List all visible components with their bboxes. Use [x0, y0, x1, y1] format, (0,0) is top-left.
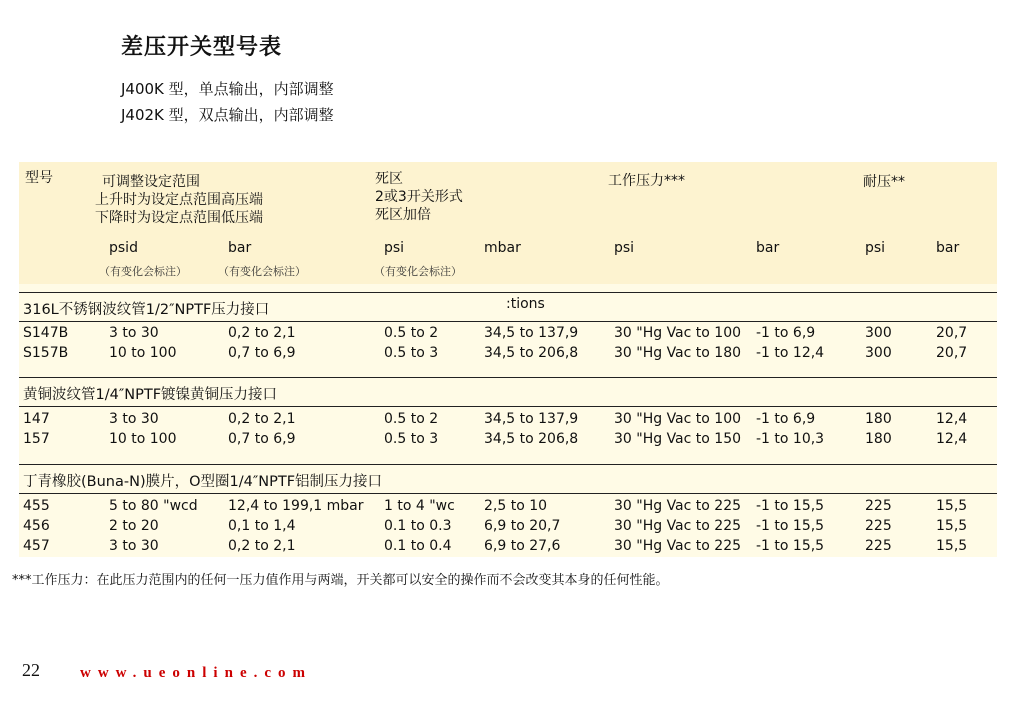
cell-range-psid: 3 to 30 [109, 411, 159, 427]
cell-working-bar: -1 to 15,5 [756, 538, 825, 554]
cell-deadband-mbar: 2,5 to 10 [484, 498, 548, 514]
cell-model: 157 [23, 431, 50, 447]
unit-bar: bar [228, 240, 252, 256]
page-number: 22 [22, 660, 40, 680]
cell-proof-psi: 180 [865, 411, 892, 427]
unit-mbar: mbar [484, 240, 521, 256]
cell-range-bar: 0,1 to 1,4 [228, 518, 296, 534]
divider [19, 464, 997, 465]
table-header [19, 162, 997, 284]
cell-working-bar: -1 to 10,3 [756, 431, 825, 447]
cell-range-bar: 0,7 to 6,9 [228, 431, 296, 447]
cell-working-psi: 30 "Hg Vac to 100 [614, 325, 742, 341]
cell-model: 456 [23, 518, 50, 534]
cell-working-bar: -1 to 15,5 [756, 498, 825, 514]
section-title: 316L不锈钢波纹管1/2″NPTF压力接口 [23, 302, 270, 318]
section-title: 黄铜波纹管1/4″NPTF镀镍黄铜压力接口 [23, 387, 278, 403]
header-model: 型号 [25, 170, 53, 186]
cell-proof-bar: 15,5 [936, 538, 968, 554]
cell-proof-bar: 20,7 [936, 325, 968, 341]
cell-proof-psi: 300 [865, 325, 892, 341]
cell-deadband-mbar: 34,5 to 137,9 [484, 325, 579, 341]
cell-proof-bar: 20,7 [936, 345, 968, 361]
cell-deadband-psi: 0.1 to 0.4 [384, 538, 452, 554]
cell-proof-psi: 180 [865, 431, 892, 447]
cell-range-psid: 5 to 80 "wcd [109, 498, 198, 514]
cell-working-psi: 30 "Hg Vac to 225 [614, 498, 742, 514]
unit-working-psi: psi [614, 240, 635, 256]
cell-proof-bar: 15,5 [936, 518, 968, 534]
cell-deadband-mbar: 6,9 to 20,7 [484, 518, 561, 534]
cell-working-bar: -1 to 6,9 [756, 325, 816, 341]
header-range-line-3: 下降时为设定点范围低压端 [95, 210, 263, 226]
section-stray-text: :tions [506, 296, 545, 312]
section-title: 丁青橡胶(Buna-N)膜片，O型圈1/4″NPTF铝制压力接口 [23, 474, 383, 490]
cell-working-bar: -1 to 15,5 [756, 518, 825, 534]
cell-deadband-mbar: 34,5 to 137,9 [484, 411, 579, 427]
subtitle-j400k: J400K 型，单点输出，内部调整 [121, 80, 334, 98]
divider [19, 377, 997, 378]
unit-working-bar: bar [756, 240, 780, 256]
divider [19, 321, 997, 322]
unit-note: （有变化会标注） [374, 265, 462, 278]
cell-model: S147B [23, 325, 69, 341]
cell-proof-psi: 300 [865, 345, 892, 361]
cell-deadband-mbar: 34,5 to 206,8 [484, 345, 579, 361]
cell-proof-psi: 225 [865, 538, 892, 554]
cell-range-psid: 3 to 30 [109, 538, 159, 554]
header-deadband-line-3: 死区加倍 [375, 207, 431, 223]
divider [19, 292, 997, 293]
cell-working-bar: -1 to 6,9 [756, 411, 816, 427]
unit-proof-psi: psi [865, 240, 886, 256]
cell-model: S157B [23, 345, 69, 361]
header-deadband-line-1: 死区 [375, 171, 403, 187]
cell-working-psi: 30 "Hg Vac to 225 [614, 518, 742, 534]
cell-deadband-psi: 0.5 to 2 [384, 411, 439, 427]
cell-deadband-psi: 0.5 to 3 [384, 345, 439, 361]
header-range-line-2: 上升时为设定点范围高压端 [95, 192, 263, 208]
cell-working-bar: -1 to 12,4 [756, 345, 825, 361]
header-range-line-1: 可调整设定范围 [102, 174, 200, 190]
cell-range-bar: 0,2 to 2,1 [228, 538, 296, 554]
cell-proof-psi: 225 [865, 498, 892, 514]
cell-deadband-mbar: 6,9 to 27,6 [484, 538, 561, 554]
cell-range-bar: 12,4 to 199,1 mbar [228, 498, 364, 514]
divider [19, 406, 997, 407]
cell-deadband-psi: 1 to 4 "wc [384, 498, 455, 514]
header-deadband-line-2: 2或3开关形式 [375, 189, 463, 205]
cell-deadband-psi: 0.1 to 0.3 [384, 518, 452, 534]
cell-range-psid: 3 to 30 [109, 325, 159, 341]
page-title: 差压开关型号表 [121, 35, 283, 60]
unit-proof-bar: bar [936, 240, 960, 256]
footnote: ***工作压力：在此压力范围内的任何一压力值作用与两端，开关都可以安全的操作而不会改变其本身的任何性能。 [12, 573, 669, 588]
cell-proof-bar: 15,5 [936, 498, 968, 514]
cell-working-psi: 30 "Hg Vac to 100 [614, 411, 742, 427]
cell-range-psid: 10 to 100 [109, 345, 177, 361]
cell-model: 455 [23, 498, 50, 514]
cell-range-psid: 2 to 20 [109, 518, 159, 534]
cell-proof-bar: 12,4 [936, 431, 968, 447]
cell-proof-bar: 12,4 [936, 411, 968, 427]
cell-working-psi: 30 "Hg Vac to 150 [614, 431, 742, 447]
cell-working-psi: 30 "Hg Vac to 180 [614, 345, 742, 361]
cell-range-bar: 0,2 to 2,1 [228, 411, 296, 427]
model-table [19, 162, 997, 557]
cell-deadband-mbar: 34,5 to 206,8 [484, 431, 579, 447]
cell-range-bar: 0,7 to 6,9 [228, 345, 296, 361]
cell-model: 147 [23, 411, 50, 427]
cell-deadband-psi: 0.5 to 2 [384, 325, 439, 341]
cell-proof-psi: 225 [865, 518, 892, 534]
unit-note: （有变化会标注） [99, 265, 187, 278]
unit-note: （有变化会标注） [218, 265, 306, 278]
cell-working-psi: 30 "Hg Vac to 225 [614, 538, 742, 554]
subtitle-j402k: J402K 型，双点输出，内部调整 [121, 106, 334, 124]
website-url: www.ueonline.com [80, 665, 312, 681]
cell-range-psid: 10 to 100 [109, 431, 177, 447]
unit-psid: psid [109, 240, 138, 256]
cell-range-bar: 0,2 to 2,1 [228, 325, 296, 341]
cell-deadband-psi: 0.5 to 3 [384, 431, 439, 447]
header-working-pressure: 工作压力*** [608, 173, 685, 189]
cell-model: 457 [23, 538, 50, 554]
unit-psi: psi [384, 240, 405, 256]
divider [19, 493, 997, 494]
header-proof-pressure: 耐压** [863, 174, 905, 190]
